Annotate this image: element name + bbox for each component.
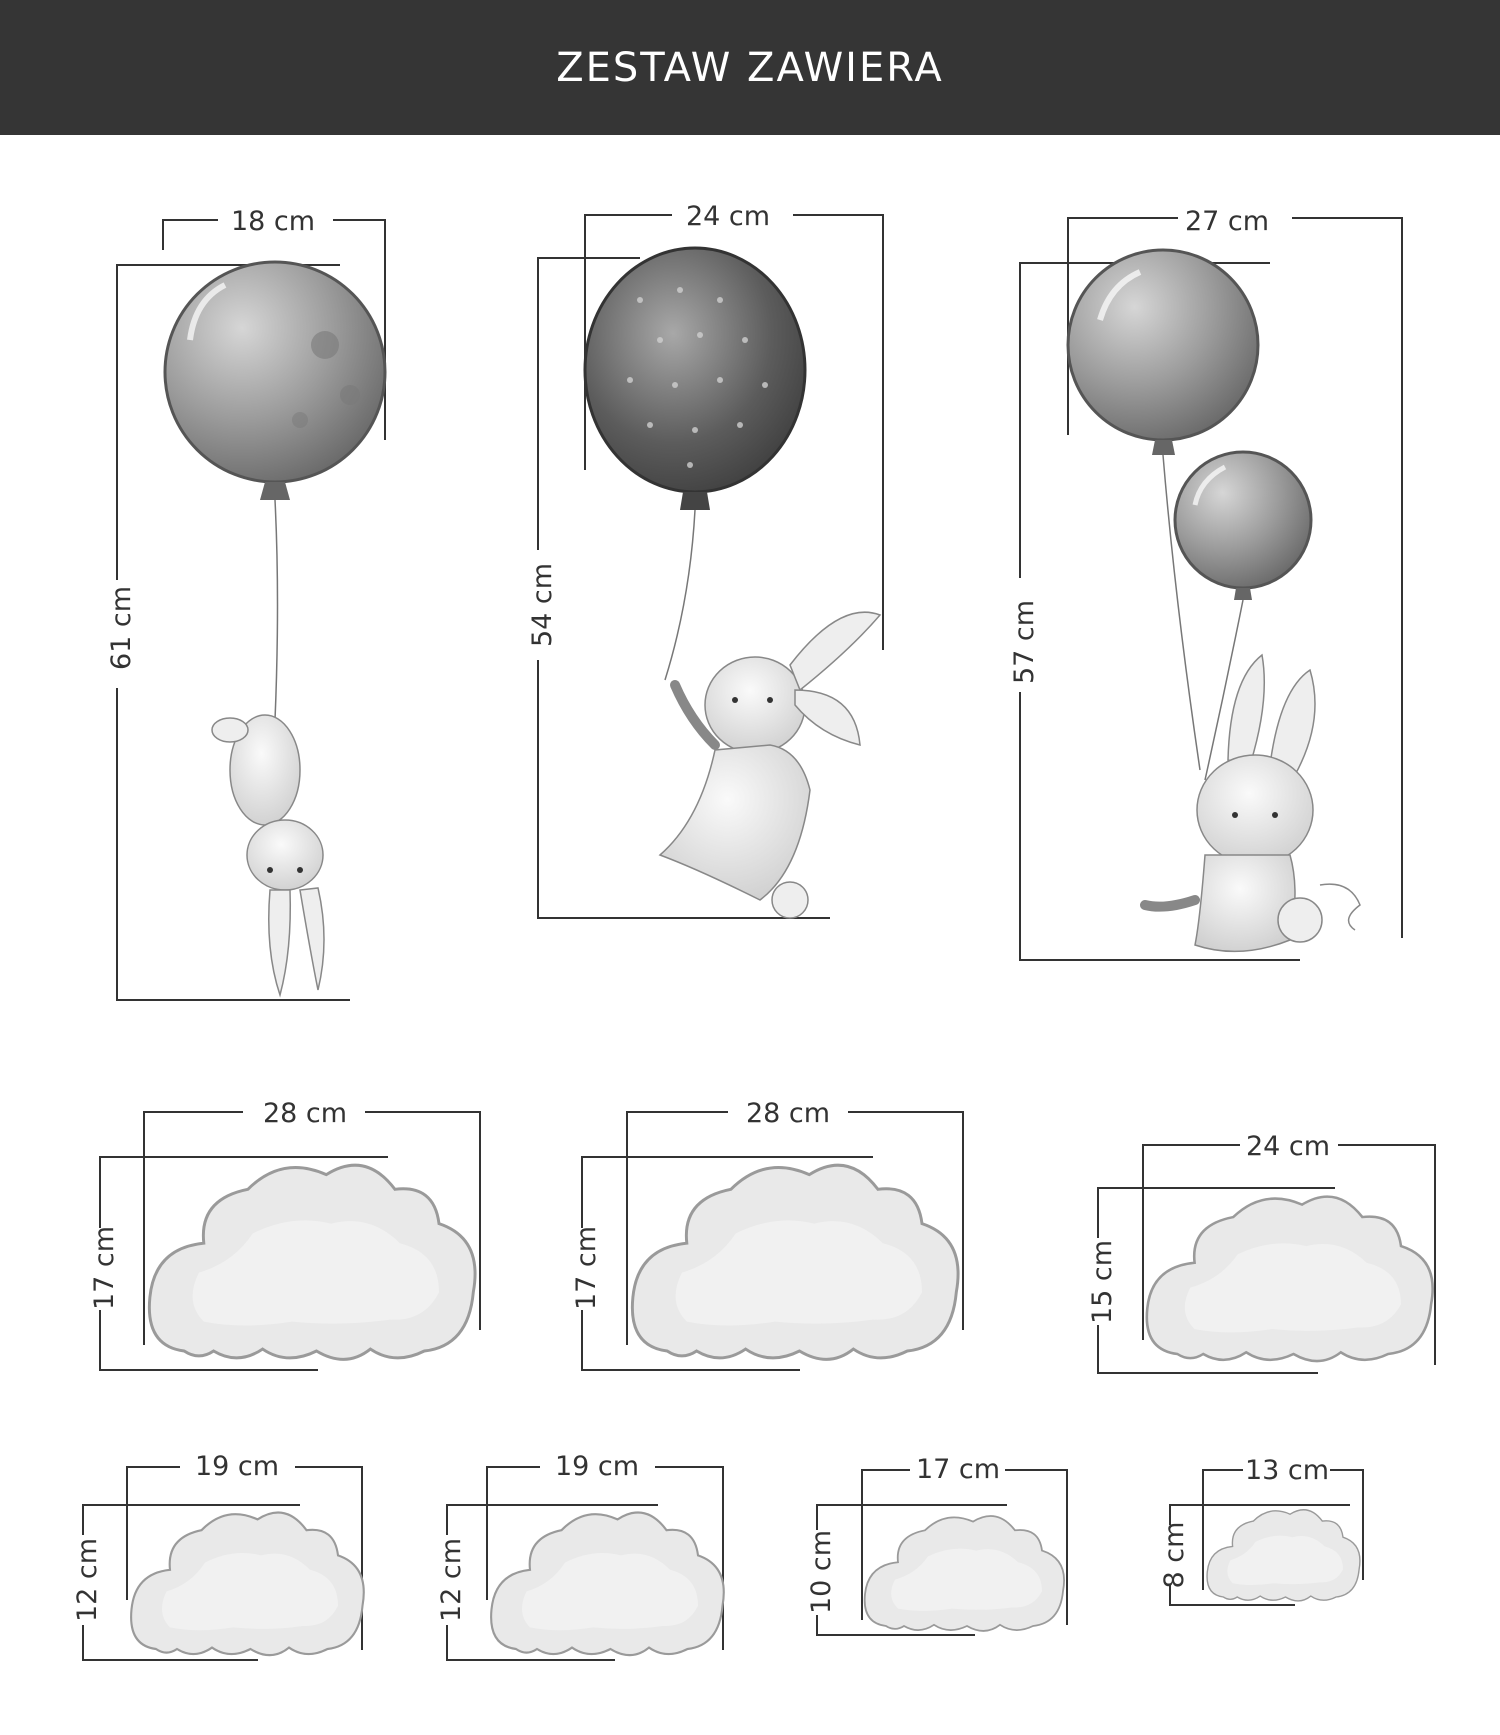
height-label: 15 cm (1087, 1239, 1118, 1325)
width-label: 27 cm (1184, 206, 1270, 237)
sticker-cloud-6 (806, 1454, 1067, 1635)
sticker-cloud-7 (1159, 1455, 1363, 1605)
page-title: ZESTAW ZAWIERA (556, 44, 944, 91)
width-label: 13 cm (1244, 1455, 1330, 1486)
width-label: 24 cm (1245, 1131, 1331, 1162)
height-label: 57 cm (1009, 599, 1040, 685)
sticker-bunny-balloon-3 (1009, 206, 1402, 960)
height-label: 61 cm (106, 585, 137, 671)
width-label: 28 cm (262, 1098, 348, 1129)
sticker-cloud-3 (1087, 1131, 1435, 1373)
cloud-icon (149, 1165, 475, 1359)
balloon-icon (165, 262, 385, 720)
cloud-icon (1147, 1197, 1433, 1361)
cloud-icon (632, 1165, 958, 1359)
sticker-bunny-balloon-1 (106, 206, 385, 1000)
balloon-icon (585, 248, 805, 680)
sticker-bunny-balloon-2 (527, 201, 883, 918)
width-label: 17 cm (915, 1454, 1001, 1485)
width-label: 19 cm (194, 1451, 280, 1482)
width-label: 18 cm (230, 206, 316, 237)
height-label: 12 cm (436, 1537, 467, 1623)
height-label: 17 cm (89, 1225, 120, 1311)
cloud-icon (491, 1512, 724, 1655)
height-label: 10 cm (806, 1529, 837, 1615)
cloud-icon (131, 1512, 364, 1655)
cloud-icon (865, 1516, 1064, 1631)
cloud-icon (1207, 1510, 1360, 1601)
height-label: 17 cm (571, 1225, 602, 1311)
sticker-cloud-4 (72, 1451, 364, 1660)
height-label: 8 cm (1159, 1521, 1190, 1589)
sticker-cloud-1 (89, 1098, 480, 1370)
bunny-icon (660, 612, 880, 918)
sticker-cloud-5 (436, 1451, 724, 1660)
bunny-icon (1145, 655, 1360, 951)
bunny-icon (212, 715, 324, 995)
width-label: 24 cm (685, 201, 771, 232)
height-label: 54 cm (527, 562, 558, 648)
width-label: 19 cm (554, 1451, 640, 1482)
width-label: 28 cm (745, 1098, 831, 1129)
height-label: 12 cm (72, 1537, 103, 1623)
sticker-cloud-2 (571, 1098, 963, 1370)
